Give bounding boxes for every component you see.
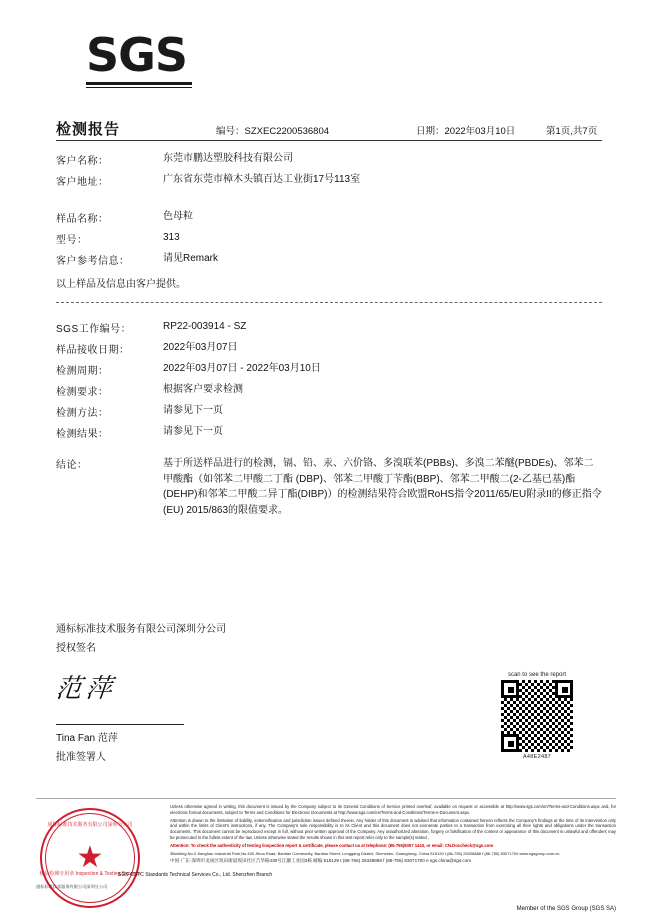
footer-member-line: Member of the SGS Group (SGS SA) (516, 906, 616, 912)
signer-name: Tina Fan 范萍 (56, 733, 118, 744)
field-row (56, 320, 602, 335)
field-row (56, 231, 602, 246)
report-number-value: SZXEC2200536804 (244, 126, 330, 137)
field-row (56, 173, 602, 188)
stamp-arc-text: 通标标准技术服务有限公司深圳分公司 (47, 822, 133, 828)
report-date-label: 日期： (416, 126, 445, 137)
footer-company-en: SGS-CSTC Standards Technical Services Co., Ltd. Shenzhen Branch (118, 872, 273, 878)
page-title: 检测报告 (56, 121, 121, 138)
field-label: 样品接收日期： (56, 345, 130, 356)
footer-address-en: 3Building,No.4 Jianghao Industrial Park,No.430 Jihua Road, Bantian Community, Bantian Street, Longgang District, Shenzhen, Guangdong, China 518129 t (86-755) 25328888 f (86-755) 83071700 www.sgsgroup.com.cn (170, 850, 560, 856)
report-date-value: 2022年03月10日 (444, 126, 516, 137)
field-label: 检测结果： (56, 429, 109, 440)
work-info-fields (56, 320, 602, 524)
logo-rule-thin (86, 87, 192, 88)
field-value: 色母粒 (163, 211, 193, 222)
field-label: 检测方法： (56, 408, 109, 419)
handwritten-signature (56, 668, 386, 720)
page-counter: 第1页,共7页 (546, 126, 598, 137)
field-label: SGS工作编号： (56, 324, 132, 335)
sgs-logo (86, 28, 192, 88)
field-value: 2022年03月07日 - 2022年03月10日 (163, 363, 321, 374)
field-row (56, 210, 602, 225)
field-value: 根据客户要求检测 (163, 384, 243, 395)
signing-company: 通标标准技术服务有限公司深圳分公司 (56, 624, 226, 635)
signature-script: 范萍 (54, 674, 118, 704)
field-value: 请见Remark (163, 253, 219, 264)
header-divider (56, 140, 602, 141)
field-label: 检测周期： (56, 366, 109, 377)
field-row (56, 362, 602, 377)
field-row (56, 341, 602, 356)
field-label: 客户参考信息： (56, 256, 130, 267)
field-value: 东莞市鹏达塑胶科技有限公司 (163, 153, 293, 164)
qr-code-icon[interactable] (501, 680, 573, 752)
field-row (56, 404, 602, 419)
qr-id: A48E2487 (522, 754, 552, 760)
logo-rule-thick (86, 82, 192, 85)
customer-sample-fields (56, 152, 602, 290)
footer-paragraph-2: Attention is drawn to the limitation of liability, indemnification and jurisdiction issues defined therein. Any holder of this document is advised that information contained hereon reflects the Company's findings at the time of its intervention only and within the limits of Client's instructions, if any. The Company's sole responsibility is to its Client and this document does not exonerate parties to a transaction from exercising all their rights and obligations under the transaction documents. This document cannot be reproduced except in full, without prior written approval of the Company. Any unauthorized alteration, forgery or falsification of the content or appearance of this document is unlawful and offenders may be prosecuted to the fullest extent of the law. Unless otherwise stated the results shown in this test report refer only to the sample(s) tested . (170, 817, 616, 840)
footer-legal-text (170, 804, 616, 867)
section-dashed-divider (56, 302, 602, 303)
report-number (216, 123, 416, 137)
report-date (416, 123, 546, 137)
signature-block (56, 620, 386, 767)
field-label: 客户地址： (56, 177, 109, 188)
qr-caption: scan to see the report (507, 672, 567, 678)
qr-code-block[interactable] (498, 672, 576, 760)
field-row (56, 252, 602, 267)
field-row (56, 425, 602, 440)
field-row (56, 383, 602, 398)
report-header-row (56, 118, 602, 139)
field-label: 客户名称： (56, 156, 109, 167)
authorized-signature-label: 授权签名 (56, 643, 96, 654)
field-value: RP22-003914 - SZ (163, 321, 247, 332)
footer-paragraph-1: Unless otherwise agreed in writing, this document is issued by the Company subject to its General Conditions of Service printed overleaf, available on request or accessible at http://www.sgs.com/en/Terms-and-Conditions.aspx and, for electronic format documents, subject to Terms and Conditions for Electronic Documents at http://www.sgs.com/en/Terms-and-Conditions/Terms-e-Document.aspx. (170, 804, 616, 815)
sample-note: 以上样品及信息由客户提供。 (56, 279, 186, 290)
star-icon: ★ (76, 841, 104, 874)
report-number-label: 编号： (216, 126, 245, 137)
field-label: 样品名称： (56, 214, 109, 225)
conclusion-label: 结论： (56, 460, 88, 471)
field-value: 广东省东莞市樟木头镇百达工业街17号113室 (163, 174, 361, 185)
field-label: 型号： (56, 235, 88, 246)
conclusion-row (56, 456, 602, 518)
field-value: 请参见下一页 (163, 426, 223, 437)
red-company-stamp (40, 808, 140, 908)
field-value: 2022年03月07日 (163, 342, 238, 353)
field-value: 请参见下一页 (163, 405, 223, 416)
footer-attention: Attention: To check the authenticity of testing /inspection report & certificate, please contact us at telephone: (86-755)8307 1443, or email: CN.Doccheck@sgs.com (170, 842, 494, 848)
signature-rule (56, 724, 184, 725)
field-value: 313 (163, 232, 180, 243)
footer-address-cn: 中国·广东·深圳市龙岗区坂田街道坂田社区吉华路430号江灏工业园3栋 邮编:518129 t (86-755) 25328888 f (86-755) 83071700 e sgs.china@sgs.com (170, 858, 472, 864)
footer-divider (36, 798, 616, 799)
signer-role: 批准签署人 (56, 752, 106, 763)
conclusion-text: 基于所送样品进行的检测，镉、铅、汞、六价铬、多溴联苯(PBBs)、多溴二苯醚(PBDEs)、邻苯二甲酸酯（如邻苯二甲酸二丁酯 (DBP)、邻苯二甲酸丁苄酯(BBP)、邻苯二甲酸二(2-乙基已基)酯(DEHP)和邻苯二甲酸二异丁酯(DIBP)）的检测结果符合欧盟RoHS指令2011/65/EU附录II的修正指令(EU) 2015/863的限值要求。 (163, 458, 602, 516)
field-row (56, 152, 602, 167)
footer-company-cn: 通标标准技术服务有限公司深圳分公司 (36, 884, 108, 889)
stamp-inner-text: 检验检测专用章 Inspection & Testing Services (39, 871, 141, 877)
field-label: 检测要求： (56, 387, 109, 398)
sgs-logo-text: SGS (86, 28, 188, 82)
